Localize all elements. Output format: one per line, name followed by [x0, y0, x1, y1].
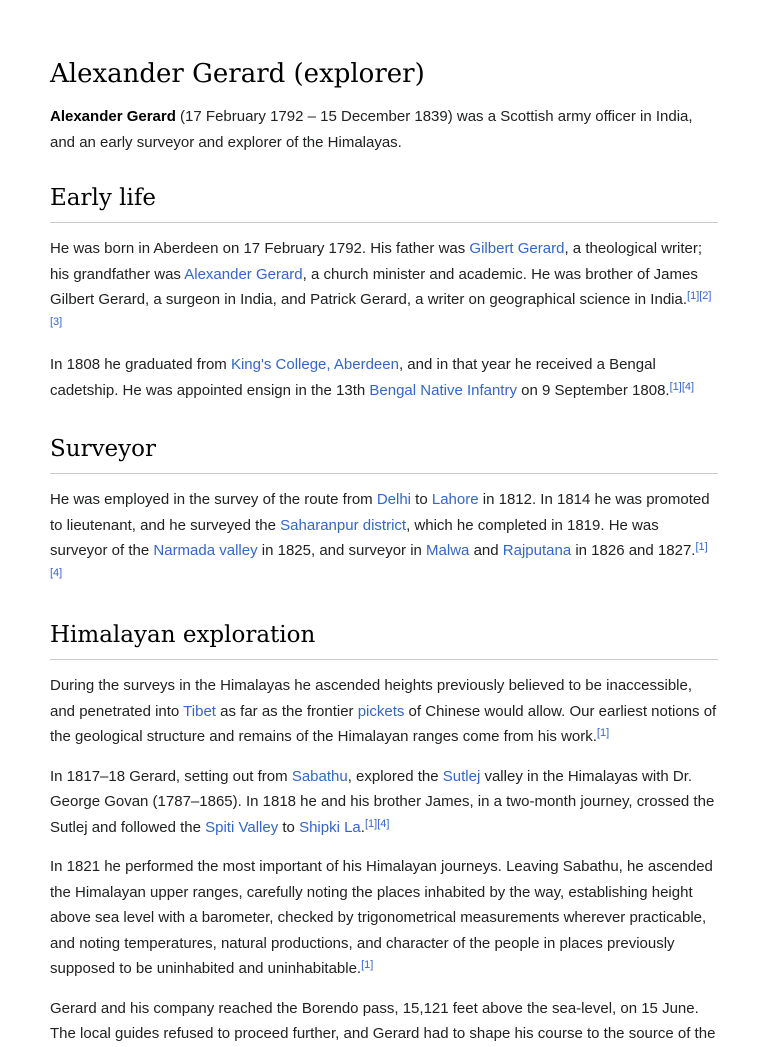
citation-link[interactable]: [4]	[50, 566, 63, 579]
himalayan-paragraph-4: Gerard and his company reached the Borendo pass, 15,121 feet above the sea-level, on 15 June. The local guides refused to proceed further, and Gerard had to shape his course to the source of the	[50, 999, 716, 1042]
citation-link[interactable]: [1]	[687, 290, 700, 302]
section-heading-himalayan-exploration: Himalayan exploration	[50, 620, 718, 660]
link-sutlej[interactable]: Sutlej	[442, 767, 481, 785]
surveyor-paragraph-1: He was employed in the survey of the route from Delhi to Lahore in 1812. In 1814 he was promoted to lieutenant, and he surveyed the Saharanpur district, which he completed in 1819. He was surveyor of the Narmada valley in 1825, and surveyor in Malwa and Rajputana in 1826 and 1827.[1][4]	[50, 491, 710, 579]
section-heading-surveyor: Surveyor	[50, 434, 718, 474]
link-delhi[interactable]: Delhi	[376, 491, 412, 508]
himalayan-paragraph-1: During the surveys in the Himalayas he ascended heights previously believed to be inaccessible, and penetrated into Tibet as far as the frontier pickets of Chinese would allow. Our earliest notions of the geological structure and remains of the Himalayan ranges come from his work.[1]	[50, 677, 717, 745]
section-heading-early-life: Early life	[50, 183, 718, 223]
link-narmada-valley[interactable]: Narmada valley	[153, 542, 258, 559]
link-spiti-valley[interactable]: Spiti Valley	[205, 818, 279, 836]
early-life-paragraph-1: He was born in Aberdeen on 17 February 1792. His father was Gilbert Gerard, a theological writer; his grandfather was Alexander Gerard, a church minister and academic. He was brother of James Gilbert Gerard, a surgeon in India, and Patrick Gerard, a writer on geographical science in India.[1][2][3]	[50, 240, 712, 328]
subject-name: Alexander Gerard	[50, 108, 176, 125]
citation-refs	[670, 381, 694, 393]
citation-link[interactable]: [1]	[361, 959, 374, 971]
link-saharanpur-district[interactable]: Saharanpur district	[280, 516, 407, 534]
citation-link[interactable]: [1]	[364, 817, 378, 830]
citation-refs	[597, 727, 609, 739]
citation-refs	[365, 818, 389, 830]
citation-link[interactable]: [2]	[699, 290, 712, 302]
link-malwa[interactable]: Malwa	[426, 542, 470, 559]
himalayan-paragraph-2: In 1817–18 Gerard, setting out from Sabathu, explored the Sutlej valley in the Himalayas with Dr. George Govan (1787–1865). In 1818 he and his brother James, in a two-month journey, crossed the Sutlej and followed the Spiti Valley to Shipki La.[1][4]	[50, 767, 715, 836]
early-life-paragraph-2: In 1808 he graduated from King's College, Aberdeen, and in that year he received a Bengal cadetship. He was appointed ensign in the 13th Bengal Native Infantry on 9 September 1808.[1][4]	[50, 356, 695, 399]
link-sabathu[interactable]: Sabathu	[291, 767, 348, 785]
intro-paragraph: Alexander Gerard (17 February 1792 – 15 December 1839) was a Scottish army officer in India, and an early surveyor and explorer of the Himalayas.	[50, 108, 693, 151]
page-title: Alexander Gerard (explorer)	[50, 59, 425, 89]
link-bengal-native-infantry[interactable]: Bengal Native Infantry	[369, 381, 517, 399]
himalayan-paragraph-3: In 1821 he performed the most important of his Himalayan journeys. Leaving Sabathu, he ascended the Himalayan upper ranges, carefully noting the places inhabited by the way, establishing height above sea level with a barometer, checked by trigonometrical measurements wherever practicable, and noting temperatures, natural productions, and character of the people in places previously supposed to be uninhabited and uninhabitable.[1]	[50, 858, 713, 977]
link-shipki-la[interactable]: Shipki La	[299, 818, 361, 836]
citation-refs	[361, 959, 373, 971]
citation-link[interactable]: [1]	[596, 727, 610, 739]
citation-link[interactable]: [1]	[695, 541, 708, 553]
link-pickets[interactable]: pickets	[357, 702, 405, 720]
link-gilbert-gerard[interactable]: Gilbert Gerard	[469, 240, 565, 257]
link-tibet[interactable]: Tibet	[183, 702, 216, 720]
link-alexander-gerard[interactable]: Alexander Gerard	[184, 265, 303, 283]
citation-link[interactable]: [1]	[669, 380, 682, 393]
link-lahore[interactable]: Lahore	[431, 491, 479, 508]
citation-link[interactable]: [4]	[377, 817, 390, 830]
citation-link[interactable]: [3]	[50, 315, 63, 328]
link-kings-college-aberdeen[interactable]: King's College, Aberdeen	[230, 356, 399, 373]
citation-link[interactable]: [4]	[681, 380, 695, 393]
link-rajputana[interactable]: Rajputana	[502, 542, 572, 559]
